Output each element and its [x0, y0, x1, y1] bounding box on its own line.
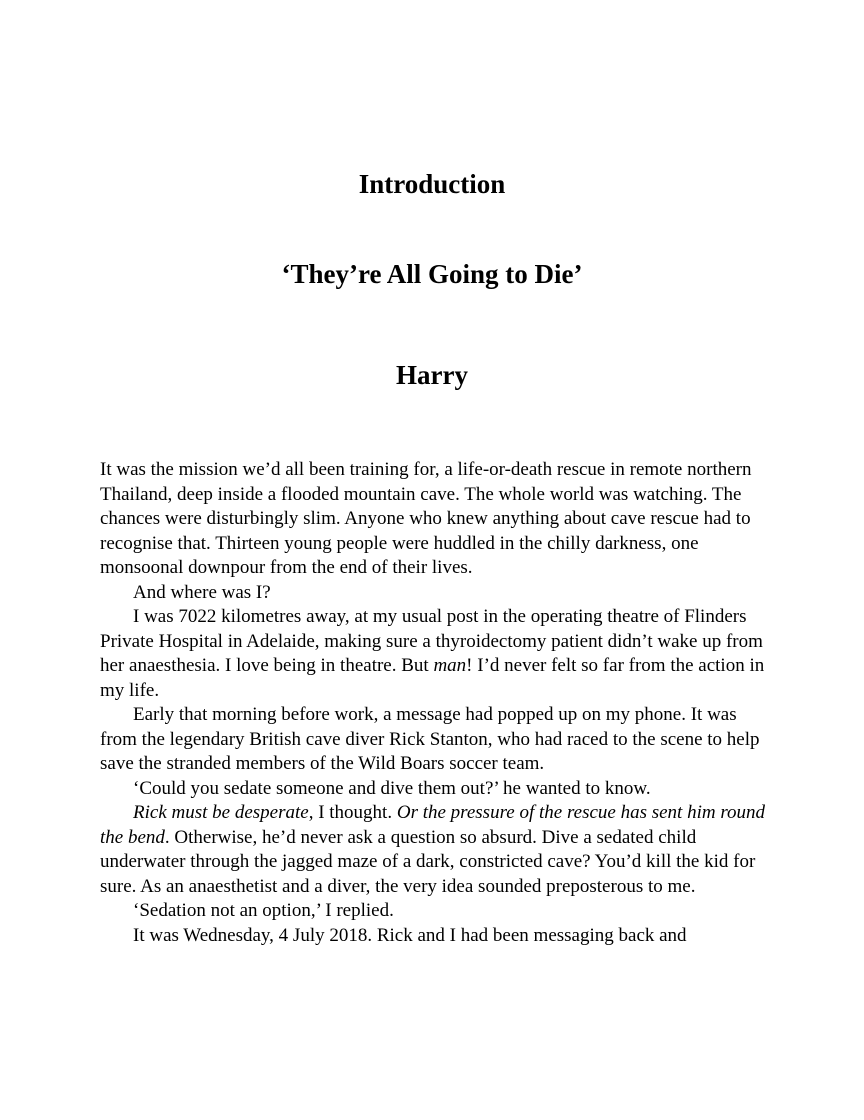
paragraph-6-text-b: , I thought. — [308, 802, 397, 823]
paragraph-3-emphasis: man — [433, 655, 467, 676]
paragraph-3-text-a: I was 7022 kilometres away, at my usual post in the operating theatre of Flinders Private Hospital in Adelaide, making sure a thyroidectomy patient didn’t wake up from her anaesthesia. I love being in theatre. But — [100, 606, 763, 676]
paragraph-8: It was Wednesday, 4 July 2018. Rick and I had been messaging back and — [133, 924, 687, 946]
paragraph-1: It was the mission we’d all been training for, a life-or-death rescue in remote northern Thailand, deep inside a flooded mountain cave. The whole world was watching. The chances were disturbingly slim. Anyone who knew anything about cave rescue had to recognise that. Thirteen young people were huddled in the chilly darkness, one monsoonal downpour from the end of their lives. — [100, 459, 752, 578]
paragraph-4: Early that morning before work, a message had popped up on my phone. It was from the legendary British cave diver Rick Stanton, who had raced to the scene to help save the stranded members of the Wild Boars soccer team. — [100, 704, 760, 774]
chapter-heading: Introduction — [358, 169, 506, 199]
narrator-heading: Harry — [396, 360, 468, 390]
paragraph-2: And where was I? — [133, 581, 271, 603]
paragraph-6-emphasis-a: Rick must be desperate — [133, 802, 309, 823]
paragraph-5: ‘Could you sedate someone and dive them out?’ he wanted to know. — [133, 777, 651, 799]
paragraph-3 — [100, 605, 767, 703]
paragraph-6 — [100, 801, 767, 899]
paragraph-6-text-d: . Otherwise, he’d never ask a question so absurd. Dive a sedated child underwater through the jagged maze of a dark, constricted cave? You’d kill the kid for sure. As an anaesthetist and a diver, the very idea sounded preposterous to me. — [100, 826, 756, 897]
chapter-title: ‘They’re All Going to Die’ — [281, 259, 583, 289]
paragraph-7: ‘Sedation not an option,’ I replied. — [133, 900, 394, 921]
paragraph-3-text-c: ! I’d never felt so far from the action in my life. — [100, 655, 765, 701]
paragraph-6-emphasis-c: Or the pressure of the rescue has sent him round the bend — [100, 802, 766, 848]
body-text — [100, 458, 767, 948]
